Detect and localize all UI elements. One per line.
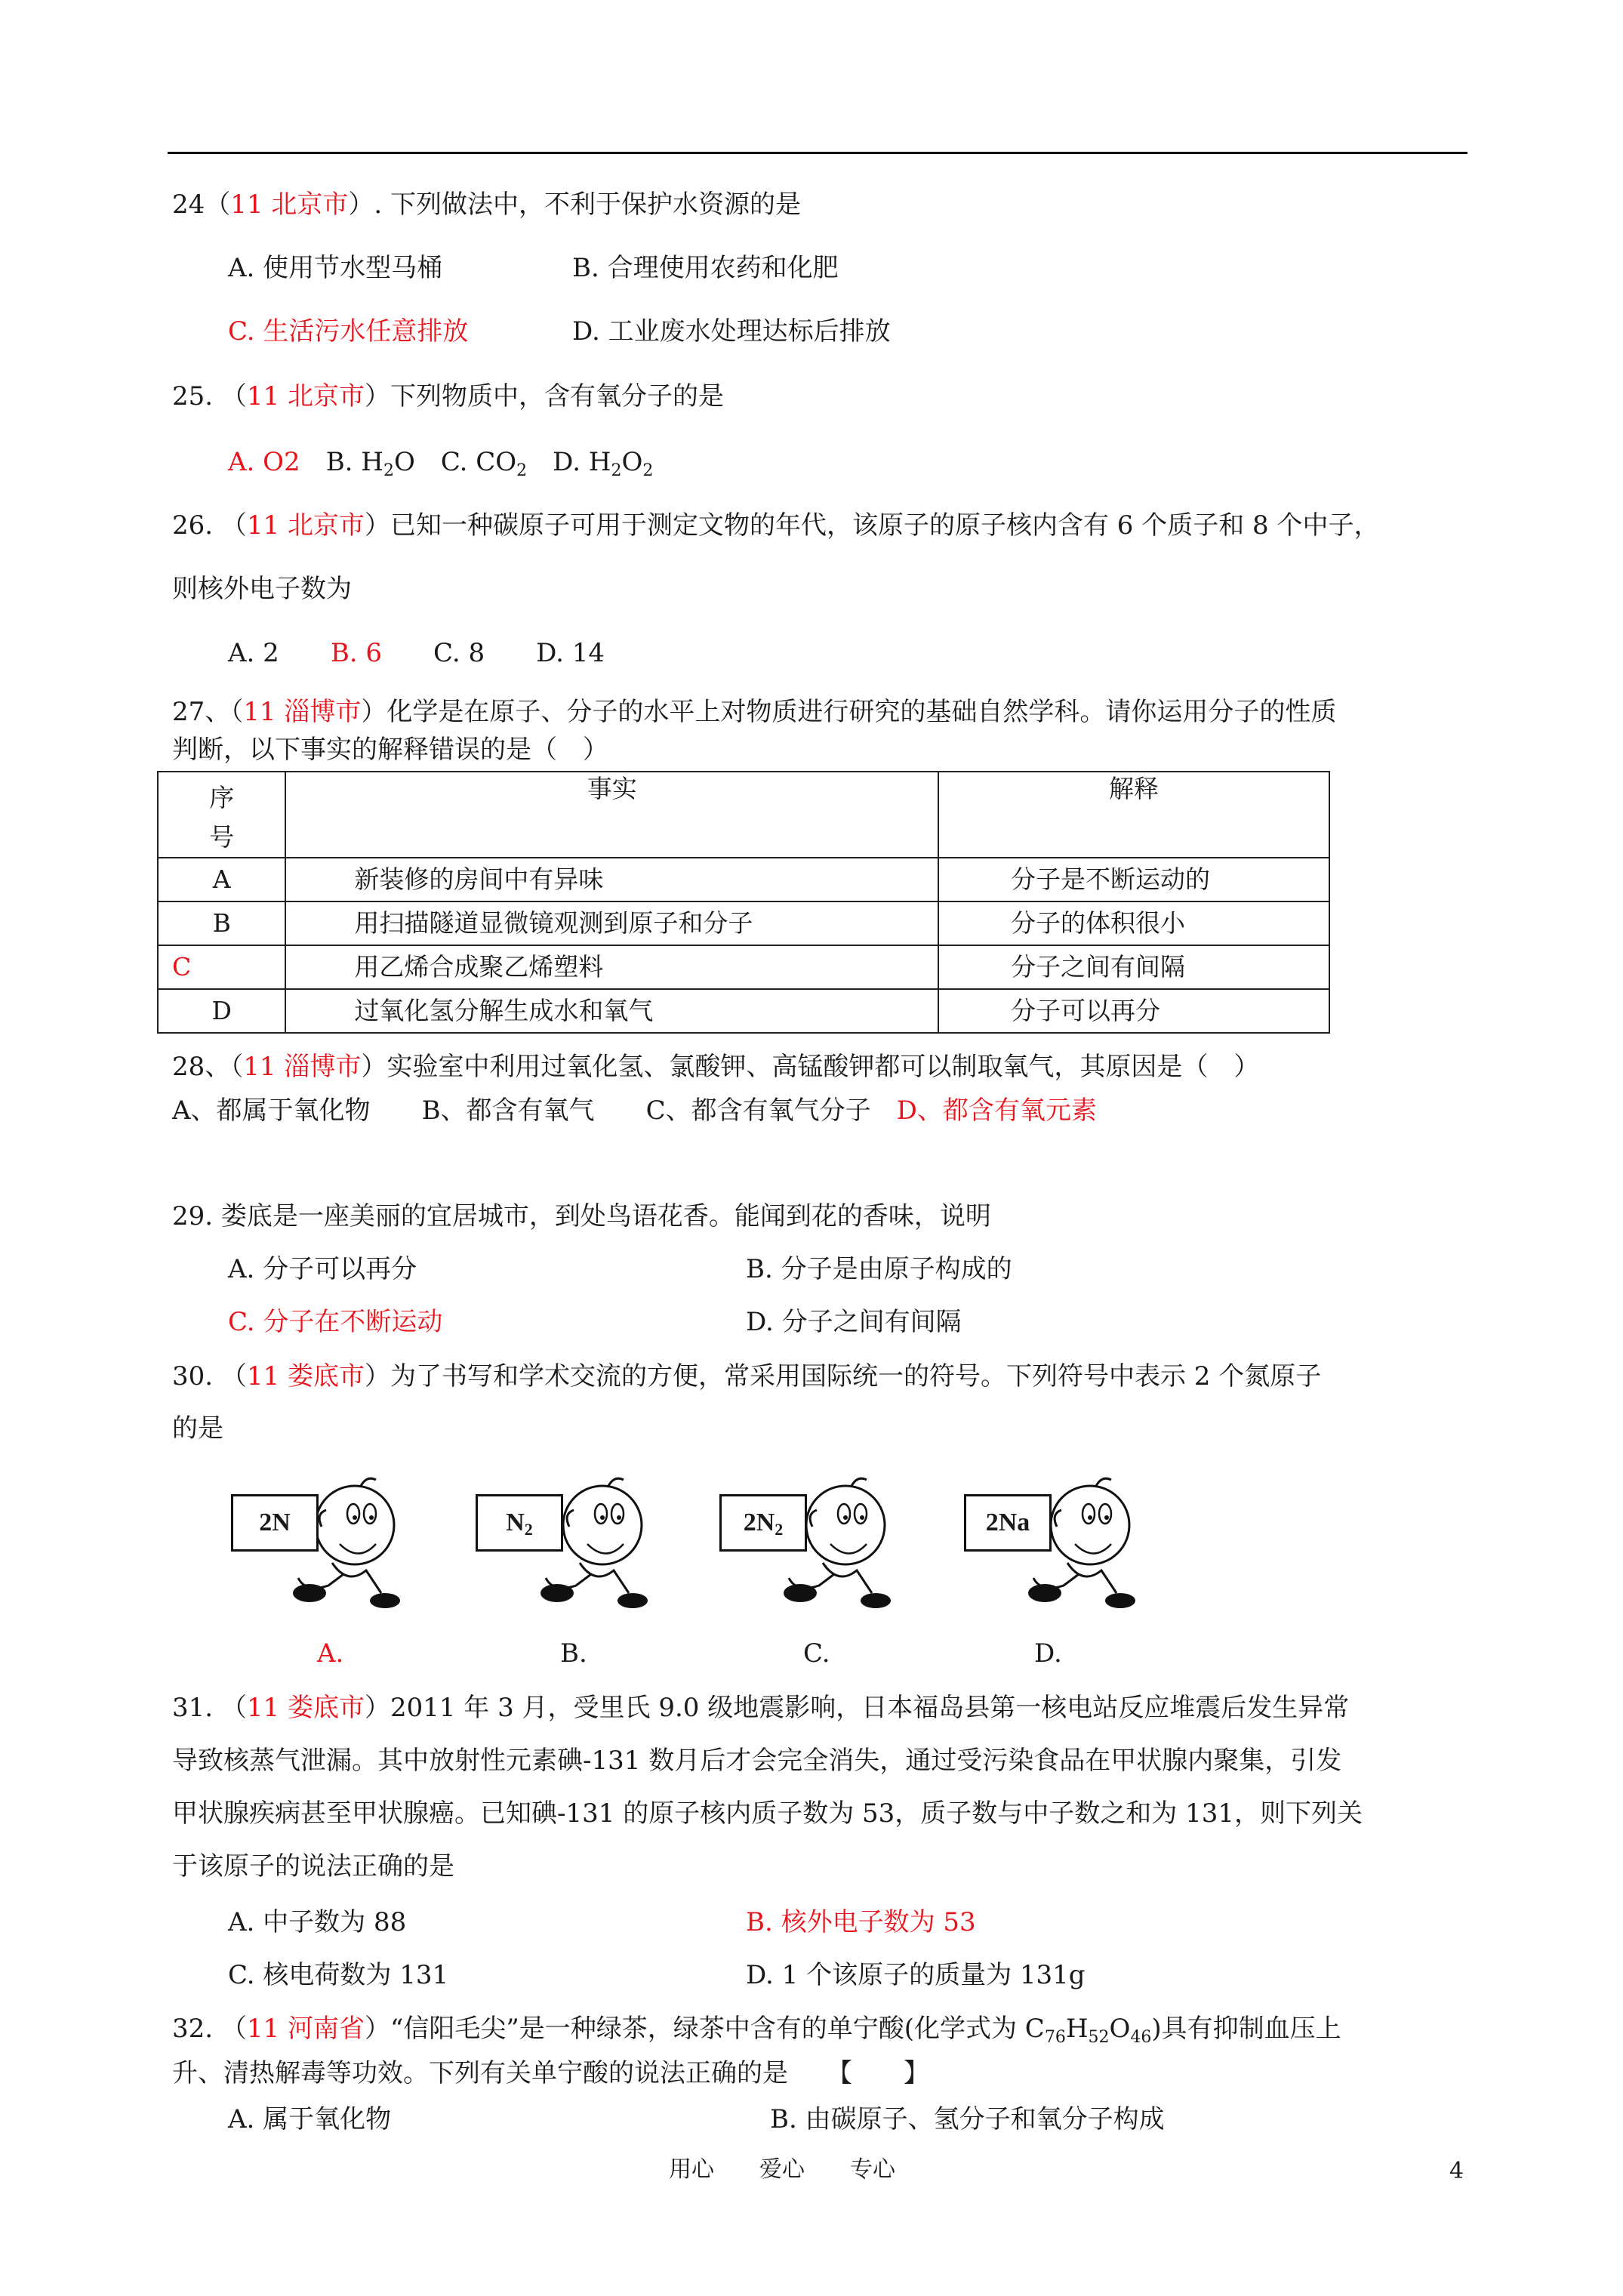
q27-table (157, 771, 1330, 1034)
q26-option-b: B. 6 (330, 638, 383, 668)
q30-label-b: B. (560, 1638, 587, 1669)
q30-label-c: C. (803, 1638, 830, 1669)
q26-option-a: A. 2 (228, 638, 279, 668)
row-fact: 用乙烯合成聚乙烯塑料 (354, 952, 604, 982)
table-row (158, 945, 1329, 989)
q28-option-d: D、都含有氧元素 (896, 1096, 1097, 1126)
row-no: B (158, 901, 285, 945)
q29-option-d: D. 分子之间有间隔 (746, 1307, 962, 1337)
q30-label-a: A. (317, 1638, 344, 1669)
q24-option-d: D. 工业废水处理达标后排放 (572, 316, 891, 347)
q26-stem-2: 则核外电子数为 (172, 574, 352, 604)
q31-stem: 31. （11 娄底市）2011 年 3 月，受里氏 9.0 级地震影响，日本福岛县第一核电站反应堆震后发生异常 (172, 1693, 1350, 1723)
table-row (158, 989, 1329, 1033)
q32-stem: 32. （11 河南省）“信阳毛尖”是一种绿茶，绿茶中含有的单宁酸(化学式为 $C_{76}H_{52}O_{46}$)具有抑制血压上 (172, 2014, 1341, 2047)
table-row (158, 901, 1329, 945)
q31-stem-4: 于该原子的说法正确的是 (172, 1851, 454, 1881)
q26-stem: 26. （11 北京市）已知一种碳原子可用于测定文物的年代，该原子的原子核内含有 6 个质子和 8 个中子， (172, 510, 1380, 541)
q29-option-c: C. 分子在不断运动 (228, 1307, 443, 1337)
q28-stem: 28、（11 淄博市）实验室中利用过氧化氢、氯酸钾、高锰酸钾都可以制取氧气，其原因是（ ） (172, 1052, 1260, 1082)
q32-stem-2: 升、清热解毒等功效。下列有关单宁酸的说法正确的是 【 】 (172, 2058, 929, 2088)
q27-stem-2: 判断，以下事实的解释错误的是（ ） (172, 735, 608, 765)
table-header-explanation: 解释 (938, 772, 1329, 858)
q26-option-c: C. 8 (433, 638, 485, 668)
q29-option-a: A. 分子可以再分 (228, 1254, 417, 1284)
footer-motto: 用心 爱心 专心 (669, 2156, 895, 2183)
q25-options (228, 445, 653, 479)
row-fact: 用扫描隧道显微镜观测到原子和分子 (354, 908, 753, 938)
q30-stem: 30. （11 娄底市）为了书写和学术交流的方便，常采用国际统一的符号。下列符号中表示 2 个氮原子 (172, 1361, 1322, 1391)
row-no: A (158, 858, 285, 901)
q29-stem: 29. 娄底是一座美丽的宜居城市，到处鸟语花香。能闻到花的香味，说明 (172, 1201, 991, 1231)
q30-label-d: D. (1034, 1638, 1062, 1669)
row-explanation: 分子的体积很小 (1011, 908, 1186, 938)
q25-option-c: C. $CO_2$ (440, 447, 528, 480)
q28-option-b: B、都含有氧气 (421, 1096, 595, 1126)
q24-option-c: C. 生活污水任意排放 (228, 316, 469, 347)
q30-box-a: 2N (231, 1494, 319, 1552)
q25-option-a: A. O2 (228, 447, 300, 477)
q31-stem-2: 导致核蒸气泄漏。其中放射性元素碘-131 数月后才会完全消失，通过受污染食品在甲状腺内聚集，引发 (172, 1746, 1342, 1776)
q25-stem: 25. （11 北京市）下列物质中，含有氧分子的是 (172, 381, 724, 411)
table-header-no: 序 号 (158, 772, 285, 858)
q31-option-d: D. 1 个该原子的质量为 131g (746, 1960, 1086, 1990)
q26-option-d: D. 14 (536, 638, 605, 668)
q25-option-d: D. $H_2O_2$ (553, 447, 654, 480)
q30-box-c: $2N_2$ (719, 1494, 807, 1552)
q26-options (228, 636, 605, 670)
q24-option-b: B. 合理使用农药和化肥 (572, 253, 839, 283)
q31-option-c: C. 核电荷数为 131 (228, 1960, 449, 1990)
q28-option-c: C、都含有氧气分子 (645, 1096, 871, 1126)
q31-stem-3: 甲状腺疾病甚至甲状腺癌。已知碘-131 的原子核内质子数为 53，质子数与中子数之和为 131，则下列关 (172, 1798, 1363, 1829)
table-header-fact: 事实 (285, 772, 938, 858)
q32-option-b: B. 由碳原子、氢分子和氧分子构成 (770, 2104, 1165, 2134)
row-fact: 过氧化氢分解生成水和氧气 (354, 996, 654, 1025)
q31-option-a: A. 中子数为 88 (228, 1907, 407, 1937)
q32-option-a: A. 属于氧化物 (228, 2104, 392, 2134)
row-explanation: 分子是不断运动的 (1011, 864, 1211, 894)
row-explanation: 分子之间有间隔 (1011, 952, 1186, 982)
q28-options (172, 1094, 1097, 1127)
row-fact: 新装修的房间中有异味 (354, 864, 604, 894)
q29-option-b: B. 分子是由原子构成的 (746, 1254, 1012, 1284)
q30-box-d: 2Na (964, 1494, 1052, 1552)
q24-stem: 24（11 北京市）. 下列做法中，不利于保护水资源的是 (172, 190, 801, 220)
q30-stem-2: 的是 (172, 1413, 223, 1444)
row-explanation: 分子可以再分 (1011, 996, 1161, 1025)
q28-option-a: A、都属于氧化物 (172, 1096, 371, 1126)
q30-box-b: $N_2$ (476, 1494, 563, 1552)
header-rule (168, 152, 1467, 154)
q31-option-b: B. 核外电子数为 53 (746, 1907, 976, 1937)
q24-option-a: A. 使用节水型马桶 (228, 253, 443, 283)
row-no: D (158, 989, 285, 1033)
table-row (158, 858, 1329, 901)
q27-stem: 27、（11 淄博市）化学是在原子、分子的水平上对物质进行研究的基础自然学科。请你运用分子的性质 (172, 697, 1337, 727)
page-number: 4 (1449, 2158, 1464, 2184)
row-no: C (158, 945, 285, 989)
q25-option-b: B. $H_2O$ (325, 447, 415, 480)
